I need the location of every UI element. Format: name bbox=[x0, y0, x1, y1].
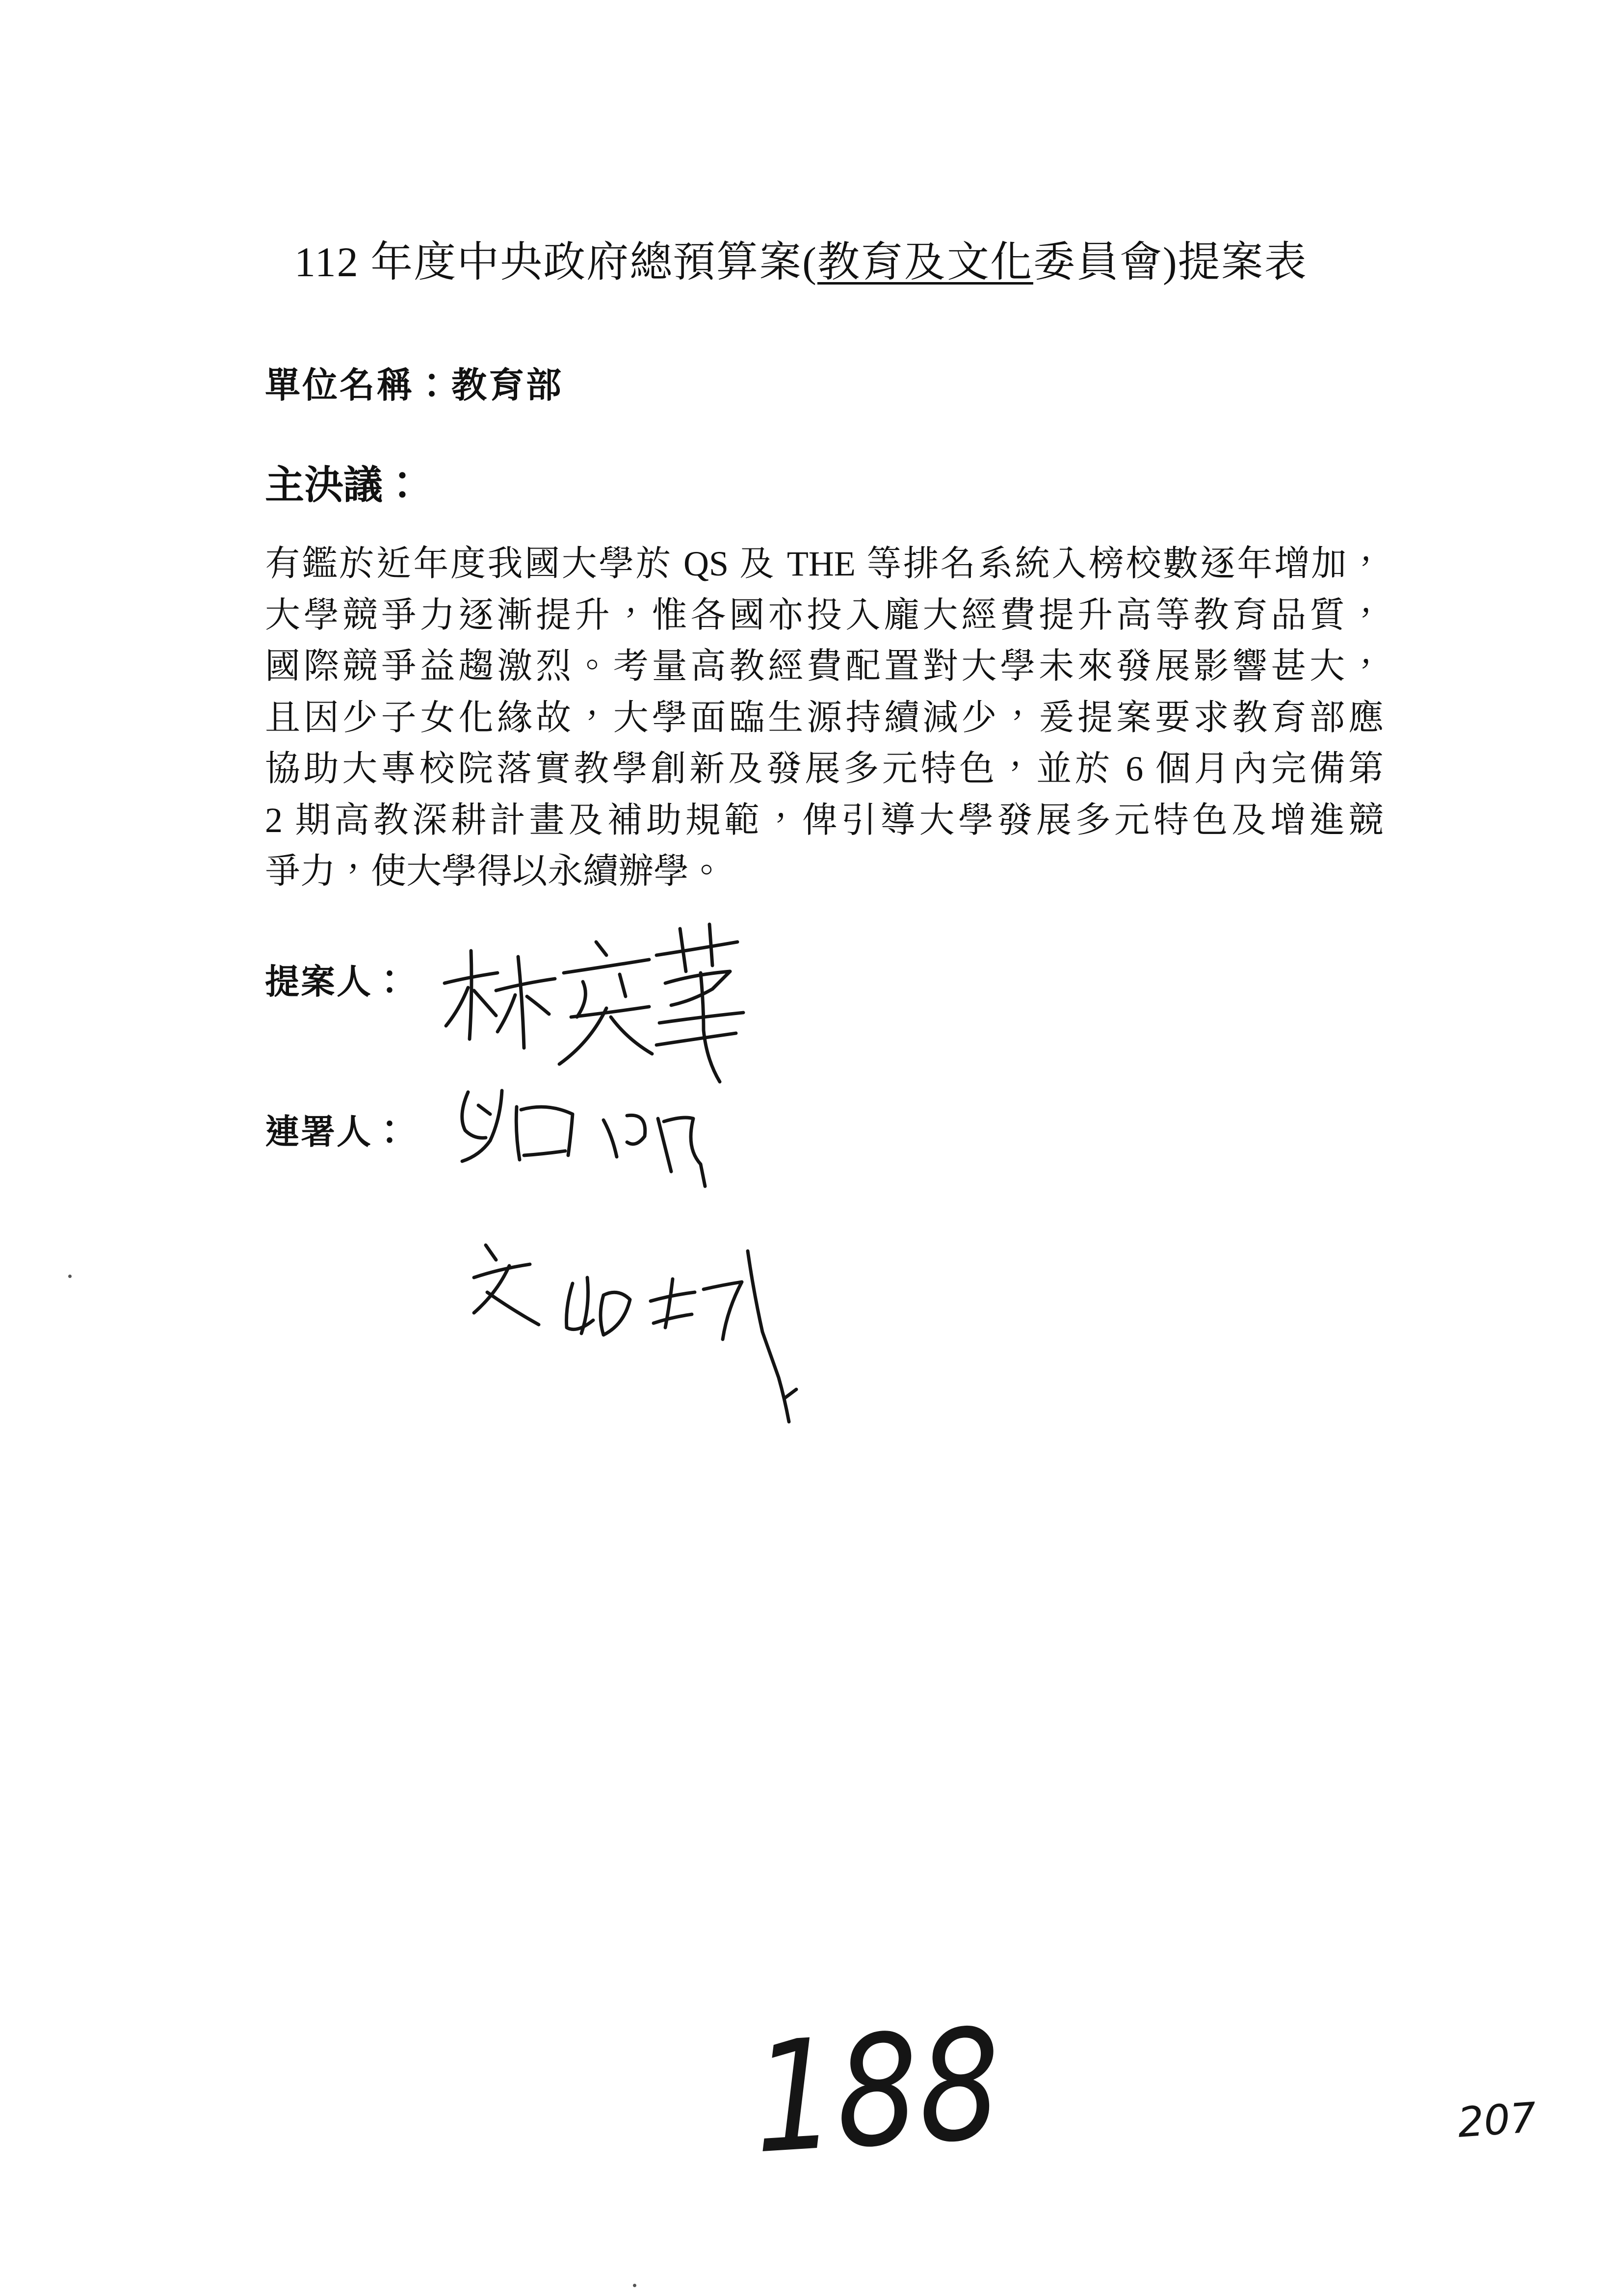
proposer-signature bbox=[445, 924, 743, 1082]
title-suffix: 委員會)提案表 bbox=[1033, 238, 1308, 286]
unit-label: 單位名稱： bbox=[265, 366, 452, 405]
resolution-line: 有鑑於近年度我國大學於 QS 及 THE 等排名系統入榜校數逐年增加， bbox=[265, 544, 1384, 583]
handwritten-corner-number: 207 bbox=[1456, 2093, 1538, 2147]
scan-speck bbox=[68, 1275, 72, 1278]
proposer-label: 提案人： bbox=[265, 964, 408, 1001]
cosigner-signature bbox=[462, 1091, 705, 1186]
resolution-line: 2 期高教深耕計畫及補助規範，俾引導大學發展多元特色及增進競 bbox=[265, 800, 1384, 840]
cosigner-signature bbox=[474, 1245, 796, 1422]
title-prefix: 112 年度中央政府總預算案( bbox=[294, 238, 817, 286]
resolution-line: 國際競爭益趨激烈。考量高教經費配置對大學未來發展影響甚大， bbox=[265, 647, 1384, 686]
resolution-heading: 主決議： bbox=[265, 464, 422, 507]
resolution-line: 大學競爭力逐漸提升，惟各國亦投入龐大經費提升高等教育品質， bbox=[265, 595, 1384, 635]
resolution-line: 爭力，使大學得以永續辦學。 bbox=[265, 852, 725, 891]
document-title bbox=[294, 239, 1308, 285]
resolution-line: 協助大專校院落實教學創新及發展多元特色，並於 6 個月內完備第 bbox=[265, 749, 1384, 788]
cosigner-label: 連署人： bbox=[265, 1114, 408, 1151]
title-committee-underlined: 教育及文化 bbox=[817, 238, 1033, 286]
unit-value: 教育部 bbox=[451, 366, 564, 405]
handwritten-page-number: 188 bbox=[750, 1996, 1005, 2188]
resolution-line: 且因少子女化緣故，大學面臨生源持續減少，爰提案要求教育部應 bbox=[265, 698, 1384, 737]
scan-speck bbox=[633, 2284, 636, 2287]
unit-name-line bbox=[265, 368, 563, 403]
